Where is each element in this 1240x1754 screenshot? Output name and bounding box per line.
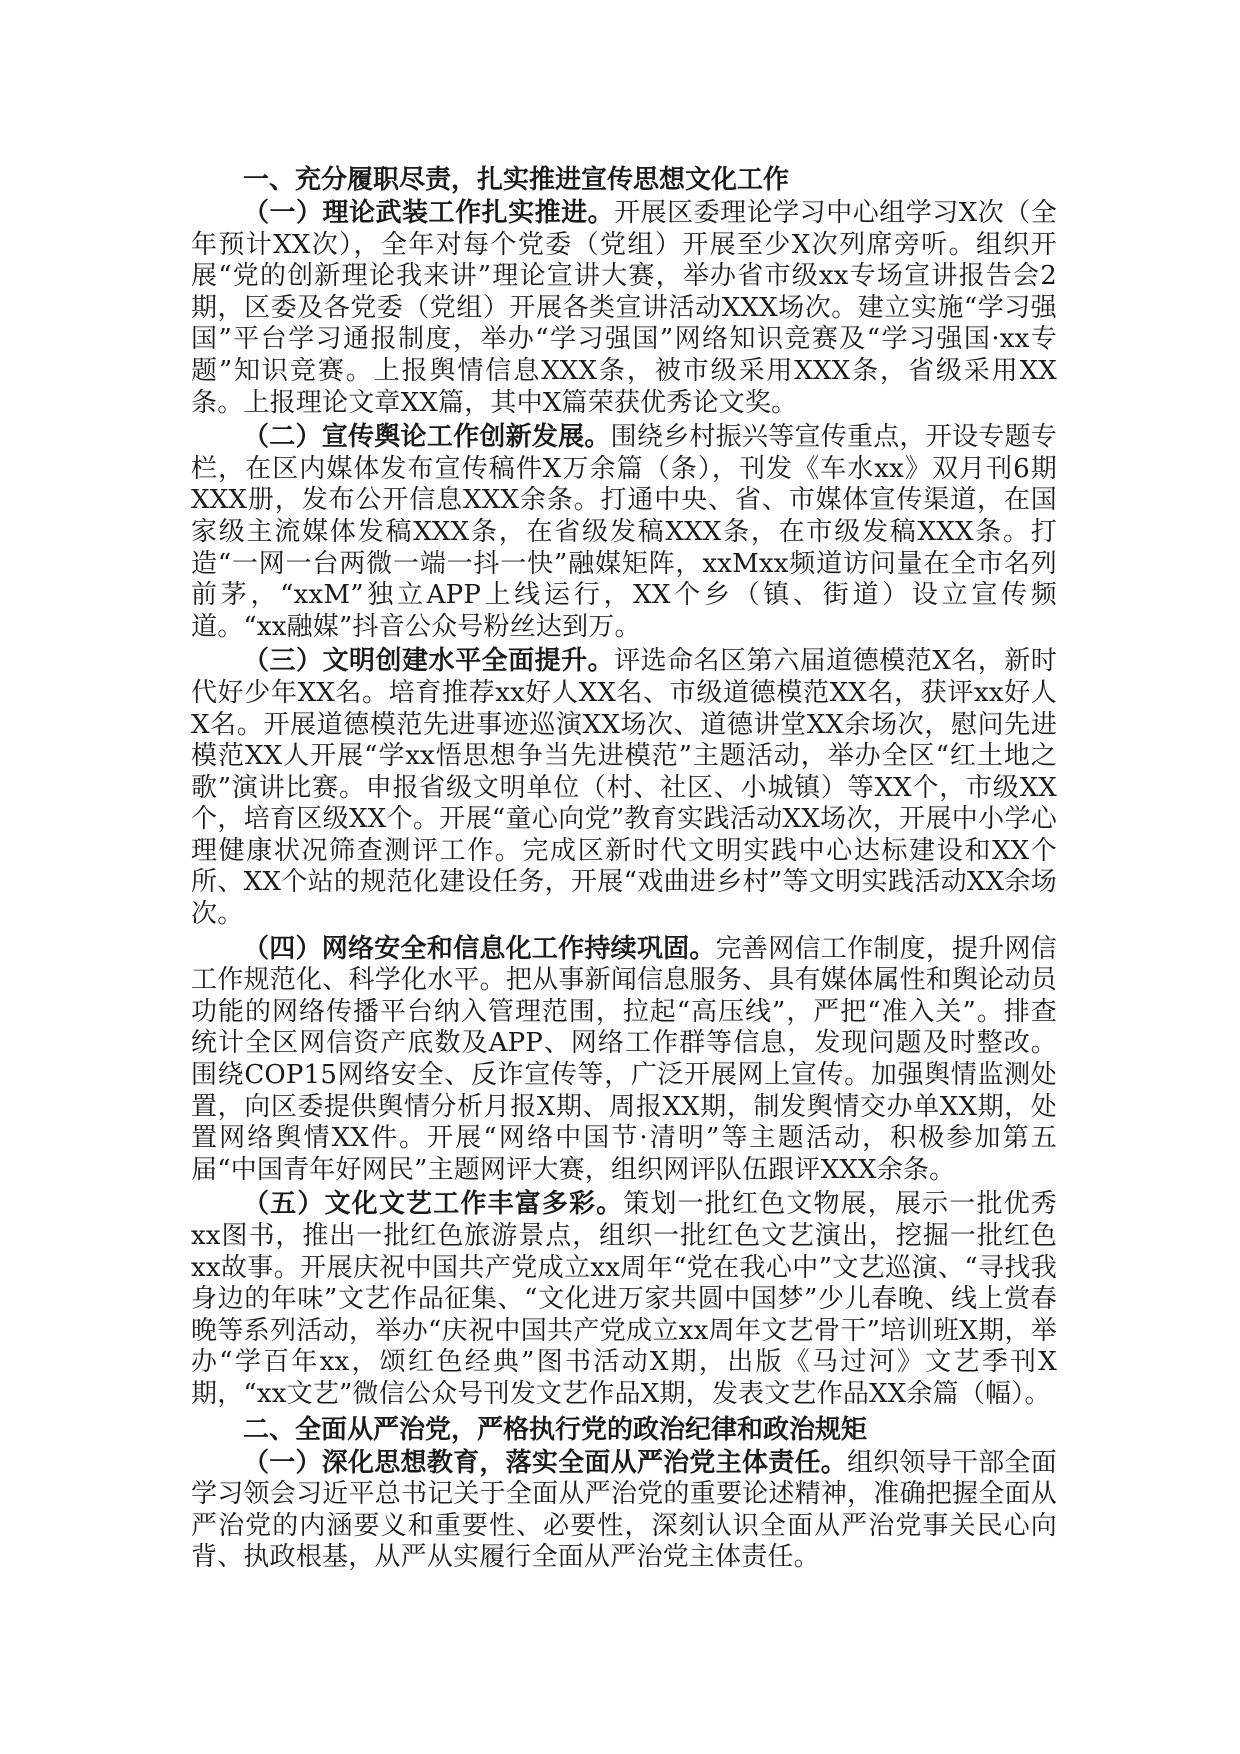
paragraph-lead: （一）理论武装工作扎实推进。	[243, 198, 615, 228]
paragraph	[191, 1189, 1057, 1410]
document-page	[191, 164, 1057, 1577]
paragraph-text: 组织领导干部全面学习领会习近平总书记关于全面从严治党的重要论述精神，准确把握全面从严治党的内涵要义和重要性、必要性，深刻认识全面从严治党事关民心向背、执政根基，从严从实履行全面从严治党主体责任。	[191, 1447, 1057, 1573]
paragraph-lead: （五）文化文艺工作丰富多彩。	[243, 1189, 624, 1220]
paragraph	[191, 646, 1057, 930]
paragraph-text: 开展区委理论学习中心组学习X次（全年预计XX次），全年对每个党委（党组）开展至少X次列席旁听。组织开展“党的创新理论我来讲”理论宣讲大赛，举办省市级xx专场宣讲报告会2期，区委及各党委（党组）开展各类宣讲活动XXX场次。建立实施“学习强国”平台学习通报制度，举办“学习强国”网络知识竞赛及“学习强国·xx专题”知识竞赛。上报舆情信息XXX条，被市级采用XXX条，省级采用XX条。上报理论文章XX篇，其中X篇荣获优秀论文奖。	[191, 198, 1057, 418]
section-heading: 一、充分履职尽责，扎实推进宣传思想文化工作	[243, 165, 790, 195]
paragraph	[191, 934, 1057, 1187]
paragraph-lead: （一）深化思想教育，落实全面从严治党主体责任。	[243, 1447, 847, 1478]
paragraph-text: 评选命名区第六届道德模范X名，新时代好少年XX名。培育推荐xx好人XX名、市级道德模范XX名，获评xx好人X名。开展道德模范先进事迹巡演XX场次、道德讲堂XX余场次，慰问先进模范XX人开展“学xx悟思想争当先进模范”主题活动，举办全区“红土地之歌”演讲比赛。申报省级文明单位（村、社区、小城镇）等XX个，市级XX个，培育区级XX个。开展“童心向党”教育实践活动XX场次，开展中小学心理健康状况筛查测评工作。完成区新时代文明实践中心达标建设和XX个所、XX个站的规范化建设任务，开展“戏曲进乡村”等文明实践活动XX余场次。	[191, 646, 1057, 930]
section-heading: 二、全面从严治党，严格执行党的政治纪律和政治规矩	[243, 1414, 868, 1445]
paragraph	[191, 422, 1057, 643]
paragraph	[191, 198, 1057, 419]
paragraph	[191, 1448, 1057, 1574]
paragraph-lead: （二）宣传舆论工作创新发展。	[243, 422, 611, 453]
paragraph-text: 策划一批红色文物展，展示一批优秀xx图书，推出一批红色旅游景点，组织一批红色文艺演出，挖掘一批红色xx故事。开展庆祝中国共产党成立xx周年“党在我心中”文艺巡演、“寻找我身边的年味”文艺作品征集、“文化进万家共圆中国梦”少儿春晚、线上赏春晚等系列活动，举办“庆祝中国共产党成立xx周年文艺骨干”培训班X期，举办“学百年xx，颂红色经典”图书活动X期，出版《马过河》文艺季刊X期，“xx文艺”微信公众号刊发文艺作品X期，发表文艺作品XX余篇（幅）。	[191, 1189, 1057, 1409]
paragraph-text: 完善网信工作制度，提升网信工作规范化、科学化水平。把从事新闻信息服务、具有媒体属性和舆论动员功能的网络传播平台纳入管理范围，拉起“高压线”，严把“准入关”。排查统计全区网信资产底数及APP、网络工作群等信息，发现问题及时整改。围绕COP15网络安全、反诈宣传等，广泛开展网上宣传。加强舆情监测处置，向区委提供舆情分析月报X期、周报XX期，制发舆情交办单XX期，处置网络舆情XX件。开展“网络中国节·清明”等主题活动，积极参加第五届“中国青年好网民”主题网评大赛，组织网评队伍跟评XXX余条。	[191, 933, 1057, 1185]
paragraph-text: 围绕乡村振兴等宣传重点，开设专题专栏，在区内媒体发布宣传稿件X万余篇（条），刊发《车水xx》双月刊6期XXX册，发布公开信息XXX余条。打通中央、省、市媒体宣传渠道，在国家级主流媒体发稿XXX条，在省级发稿XXX条，在市级发稿XXX条。打造“一网一台两微一端一抖一快”融媒矩阵，xxMxx频道访问量在全市名列前茅，“xxM”独立APP上线运行，XX个乡（镇、街道）设立宣传频道。“xx融媒”抖音公众号粉丝达到万。	[191, 422, 1057, 642]
paragraph-lead: （三）文明创建水平全面提升。	[243, 646, 615, 677]
paragraph-lead: （四）网络安全和信息化工作持续巩固。	[243, 933, 716, 964]
